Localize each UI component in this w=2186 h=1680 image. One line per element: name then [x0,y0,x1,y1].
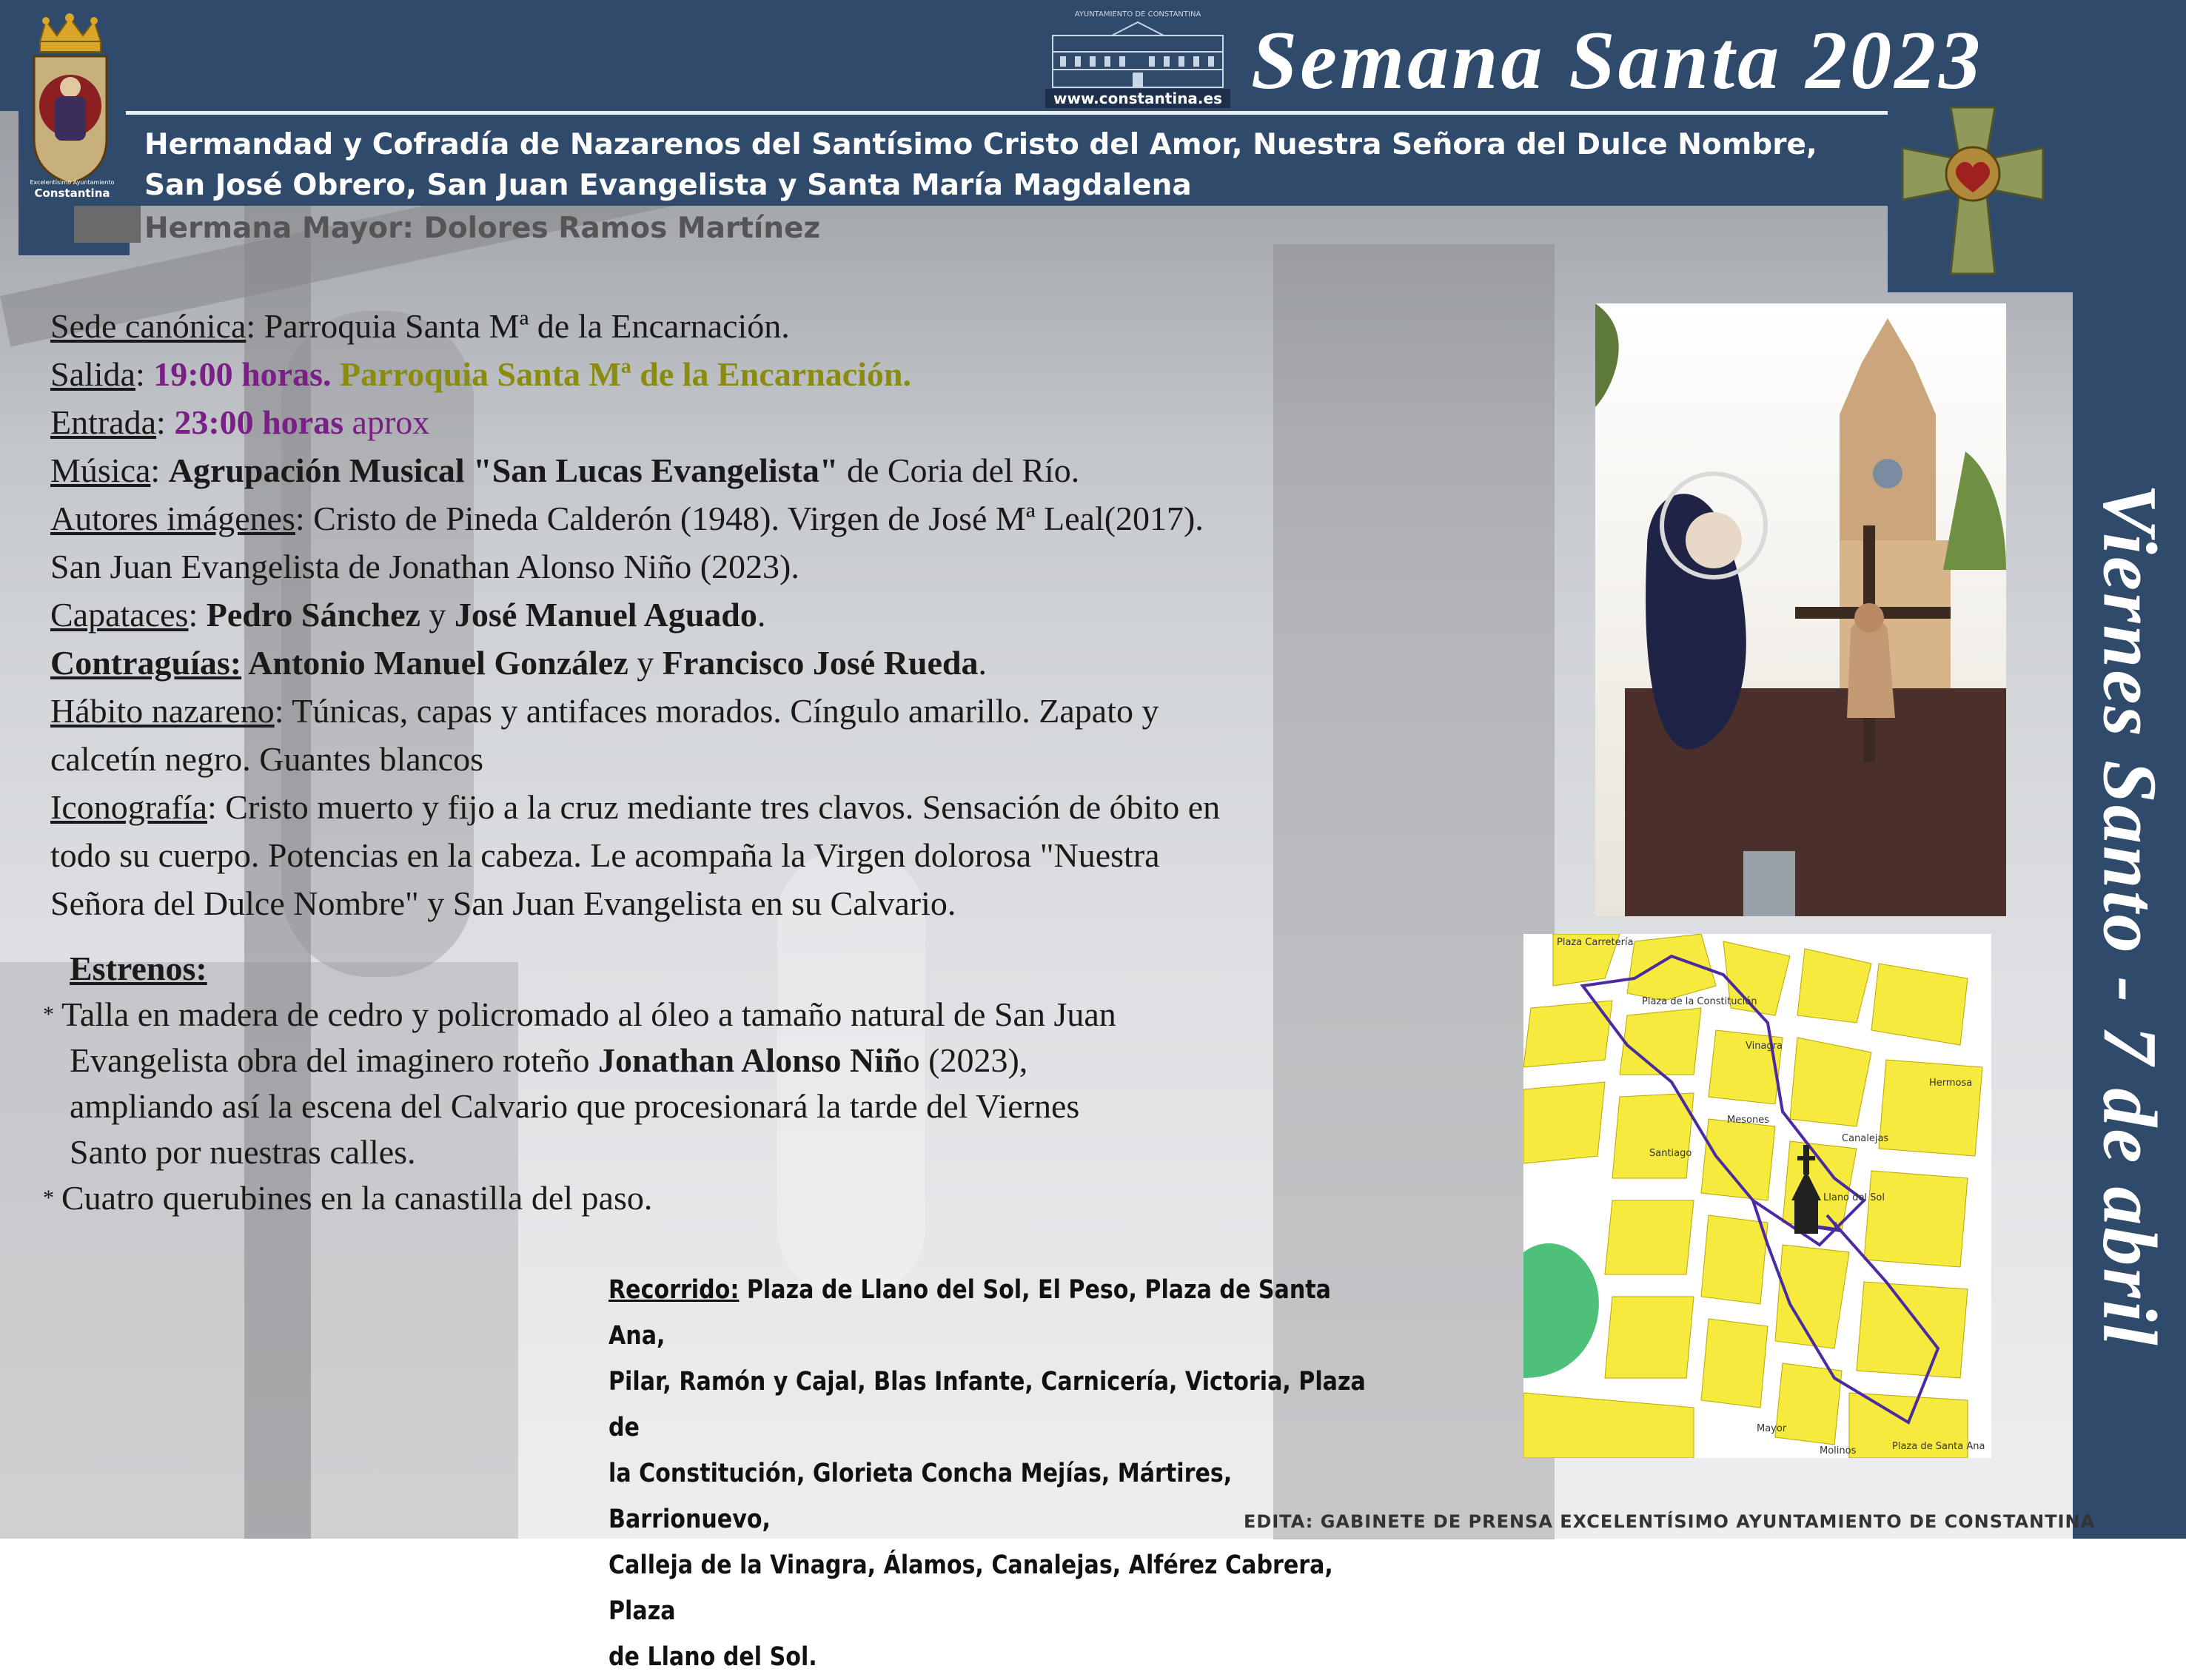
map-label-llano-del-sol: Llano del Sol [1823,1192,1885,1203]
entrada-approx: aprox [343,403,430,441]
contraguia-2: Francisco José Rueda [662,644,979,682]
route-map [1523,934,1991,1458]
estreno-1-line-2a: Evangelista obra del imaginero roteño [70,1041,599,1079]
habito-line-1: : Túnicas, capas y antifaces morados. Cíngulo amarillo. Zapato y [274,692,1159,730]
header-rule [126,111,1888,115]
crest-caption [26,178,118,198]
route-label: Recorrido: [608,1275,740,1305]
iconografia-line-1: : Cristo muerto y fijo a la cruz mediante tres clavos. Sensación de óbito en [207,788,1221,826]
capataces-label: Capataces [50,596,189,634]
autores-line-1: : Cristo de Pineda Calderón (1948). Virgen de José Mª Leal(2017). [295,500,1204,537]
iconografia-label: Iconografía [50,788,207,826]
route-line-2: Pilar, Ramón y Cajal, Blas Infante, Carnicería, Victoria, Plaza de [608,1367,1366,1442]
capataces-row [50,591,1590,639]
map-label-plaza-constitucion: Plaza de la Constitución [1642,996,1757,1007]
map-label-vinagra: Vinagra [1746,1041,1783,1052]
salida-row [50,350,1590,398]
map-label-santiago: Santiago [1649,1148,1692,1159]
estrenos-section [43,946,1523,1221]
estreno-1-line-4: Santo por nuestras calles. [70,1133,416,1171]
musica-label: Música [50,451,151,489]
capataces-sep: : [188,596,207,634]
map-label-plaza-carreteria: Plaza Carretería [1557,937,1634,948]
brotherhood-name [144,124,1817,206]
procession-info [50,302,1590,927]
route-description [608,1267,1372,1680]
habito-label: Hábito nazareno [50,692,275,730]
musica-rest: de Coria del Río. [838,451,1080,489]
capataz-2: José Manuel Aguado [454,596,757,634]
iconografia-row [50,783,1590,831]
bullet-1: * [43,1002,54,1027]
route-line-4: Calleja de la Vinagra, Álamos, Canalejas, Alférez Cabrera, Plaza [608,1550,1333,1626]
map-label-molinos: Molinos [1820,1445,1857,1456]
capataces-and: y [420,596,455,634]
sede-value: : Parroquia Santa Mª de la Encarnación. [246,307,790,345]
page-title: Semana Santa 2023 [1251,15,1984,107]
entrada-sep: : [156,403,175,441]
contraguias-row [50,639,1590,687]
iconografia-line-3: Señora del Dulce Nombre" y San Juan Evangelista en su Calvario. [50,884,956,922]
musica-sep: : [150,451,169,489]
map-label-canalejas: Canalejas [1842,1133,1889,1144]
salida-time: 19:00 horas. [153,355,332,393]
route-line-3: la Constitución, Glorieta Concha Mejías, Mártires, Barrionuevo, [608,1459,1233,1534]
contraguia-1: Antonio Manuel González [241,644,628,682]
autores-label: Autores imágenes [50,500,295,537]
publisher-credit: EDITA: GABINETE DE PRENSA EXCELENTÍSIMO AYUNTAMIENTO DE CONSTANTINA [1244,1511,2096,1532]
sede-label: Sede canónica [50,307,247,345]
route-line-1: Plaza de Llano del Sol, El Peso, Plaza de Santa Ana, [608,1275,1331,1351]
estreno-1-line-1: Talla en madera de cedro y policromado al óleo a tamaño natural de San Juan [61,995,1116,1033]
map-label-mayor: Mayor [1757,1423,1787,1434]
crest-caption-line2: Constantina [34,187,110,200]
cross-emblem-icon [1899,104,2047,278]
map-label-hermosa: Hermosa [1929,1078,1973,1089]
website-url[interactable]: www.constantina.es [1053,90,1222,107]
contraguias-label: Contraguías: [50,644,242,682]
autores-line-2: San Juan Evangelista de Jonathan Alonso Niño (2023). [50,548,799,585]
sede-row [50,302,1590,350]
contraguias-end: . [978,644,987,682]
estreno-item-2 [43,1175,1523,1221]
route-line-5: de Llano del Sol. [608,1642,817,1672]
estreno-1-line-2 [43,1038,1523,1083]
contraguias-and: y [628,644,663,682]
entrada-row [50,398,1590,446]
musica-band: Agrupación Musical "San Lucas Evangelista" [168,451,839,489]
estreno-1-line-2c: o (2023), [902,1041,1028,1079]
salida-label: Salida [50,355,135,393]
salida-place: Parroquia Santa Mª de la Encarnación. [331,355,911,393]
map-label-plaza-santa-ana: Plaza de Santa Ana [1892,1441,1985,1452]
hermana-mayor: Hermana Mayor: Dolores Ramos Martínez [144,212,821,245]
habito-row [50,687,1590,735]
procession-photo [1595,303,2006,916]
town-hall-caption: AYUNTAMIENTO DE CONSTANTINA [1074,10,1201,19]
capataz-1: Pedro Sánchez [206,596,420,634]
side-banner-text: Viernes Santo - 7 de abril [2087,483,2172,1348]
estrenos-heading: Estrenos: [70,950,207,987]
estreno-1-line-3: ampliando así la escena del Calvario que procesionará la tarde del Viernes [70,1087,1080,1125]
autores-row [50,494,1590,542]
estreno-2-text: Cuatro querubines en la canastilla del paso. [61,1179,653,1217]
brotherhood-line-1: Hermandad y Cofradía de Nazarenos del Santísimo Cristo del Amor, Nuestra Señora del Dulce Nombre, [144,128,1817,161]
brotherhood-line-2: San José Obrero, San Juan Evangelista y Santa María Magdalena [144,169,1192,202]
side-banner [2073,292,2186,1539]
entrada-time: 23:00 horas [174,403,344,441]
salida-sep: : [135,355,154,393]
iconografia-line-2: todo su cuerpo. Potencias en la cabeza. Le acompaña la Virgen dolorosa "Nuestra [50,836,1160,874]
musica-row [50,446,1590,494]
capataces-end: . [757,596,766,634]
map-label-mesones: Mesones [1727,1115,1769,1126]
estreno-1-sculptor: Jonathan Alonso Niñ [598,1041,903,1079]
bullet-2: * [43,1186,54,1210]
entrada-label: Entrada [50,403,157,441]
estreno-item-1 [43,992,1523,1038]
habito-line-2: calcetín negro. Guantes blancos [50,740,483,778]
crest-caption-line1: Excelentísimo Ayuntamiento [30,179,115,186]
